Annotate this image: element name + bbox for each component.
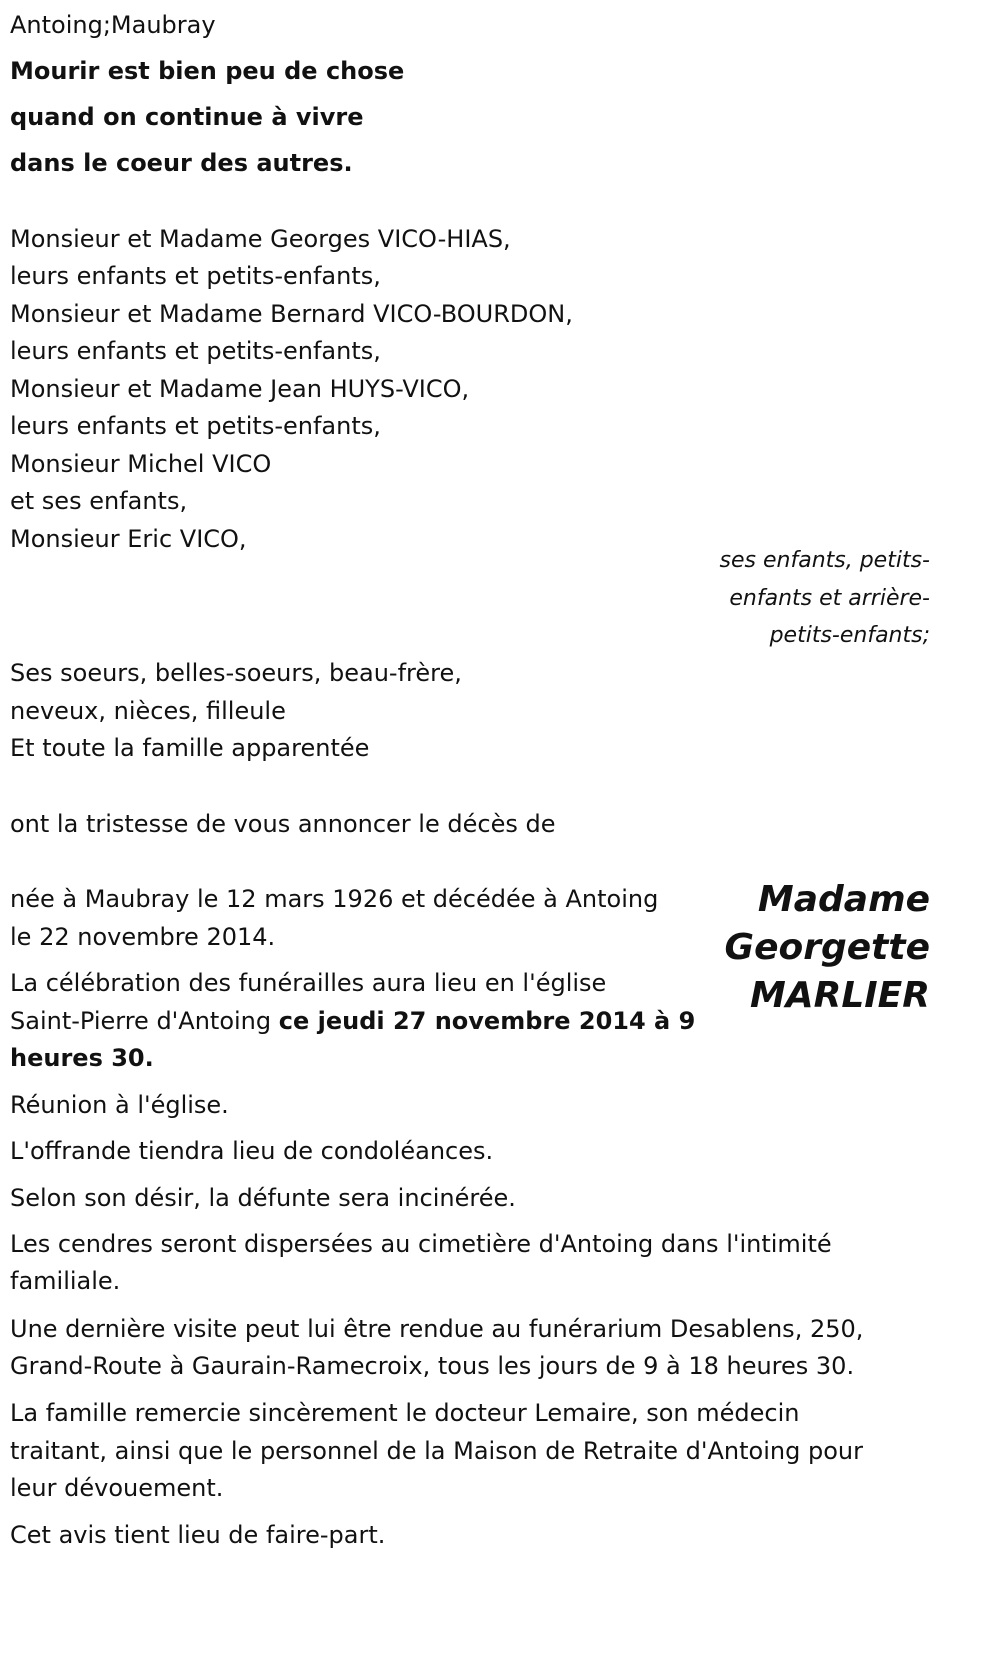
ceremony-time: heures 30. [10, 1044, 154, 1072]
family-line: Monsieur et Madame Georges VICO-HIAS, [10, 225, 511, 253]
relatives-line: neveux, nièces, filleule [10, 697, 286, 725]
family-line: et ses enfants, [10, 487, 188, 515]
family-line: Monsieur et Madame Jean HUYS-VICO, [10, 375, 470, 403]
detail-line: Les cendres seront dispersées au cimetière d'Antoing dans l'intimité [10, 1230, 832, 1258]
detail-line: L'offrande tiendra lieu de condoléances. [10, 1137, 494, 1165]
family-line: leurs enfants et petits-enfants, [10, 337, 381, 365]
family-line: Monsieur et Madame Bernard VICO-BOURDON, [10, 300, 573, 328]
deceased-title: Madame [757, 879, 930, 920]
family-line: Monsieur Eric VICO, [10, 525, 247, 553]
family-line: leurs enfants et petits-enfants, [10, 262, 381, 290]
detail-line: familiale. [10, 1267, 121, 1295]
detail-line: Une dernière visite peut lui être rendue au funérarium Desablens, 250, [10, 1315, 864, 1343]
family-summary-line: enfants et arrière- [729, 586, 930, 611]
family-line: Monsieur Michel VICO [10, 450, 272, 478]
relatives-line: Ses soeurs, belles-soeurs, beau-frère, [10, 659, 462, 687]
ceremony-line-2 [10, 1006, 695, 1036]
deceased-name [725, 876, 930, 1020]
deceased-last-name: MARLIER [749, 975, 930, 1016]
family-line: leurs enfants et petits-enfants, [10, 412, 381, 440]
detail-line: leur dévouement. [10, 1474, 224, 1502]
family-summary-line: ses enfants, petits- [719, 548, 930, 573]
detail-line: Selon son désir, la défunte sera incinérée. [10, 1184, 516, 1212]
quote-line-1: Mourir est bien peu de chose [10, 57, 405, 85]
ceremony-date: ce jeudi 27 novembre 2014 à 9 [278, 1007, 696, 1035]
detail-line: La famille remercie sincèrement le docteur Lemaire, son médecin [10, 1399, 800, 1427]
ceremony-line-1: La célébration des funérailles aura lieu en l'église [10, 969, 607, 997]
detail-line: traitant, ainsi que le personnel de la Maison de Retraite d'Antoing pour [10, 1437, 863, 1465]
detail-line: Réunion à l'église. [10, 1091, 229, 1119]
deceased-first-name: Georgette [724, 927, 930, 968]
birth-line: le 22 novembre 2014. [10, 923, 276, 951]
birth-line: née à Maubray le 12 mars 1926 et décédée à Antoing [10, 885, 659, 913]
quote-line-3: dans le coeur des autres. [10, 149, 353, 177]
closing-line: Cet avis tient lieu de faire-part. [10, 1521, 386, 1549]
relatives-line: Et toute la famille apparentée [10, 734, 370, 762]
detail-line: Grand-Route à Gaurain-Ramecroix, tous les jours de 9 à 18 heures 30. [10, 1352, 855, 1380]
family-summary-line: petits-enfants; [769, 623, 930, 648]
quote-line-2: quand on continue à vivre [10, 103, 364, 131]
ceremony-place: Saint-Pierre d'Antoing [10, 1007, 279, 1035]
location-header: Antoing;Maubray [10, 11, 216, 39]
announcement-text: ont la tristesse de vous annoncer le décès de [10, 810, 556, 838]
